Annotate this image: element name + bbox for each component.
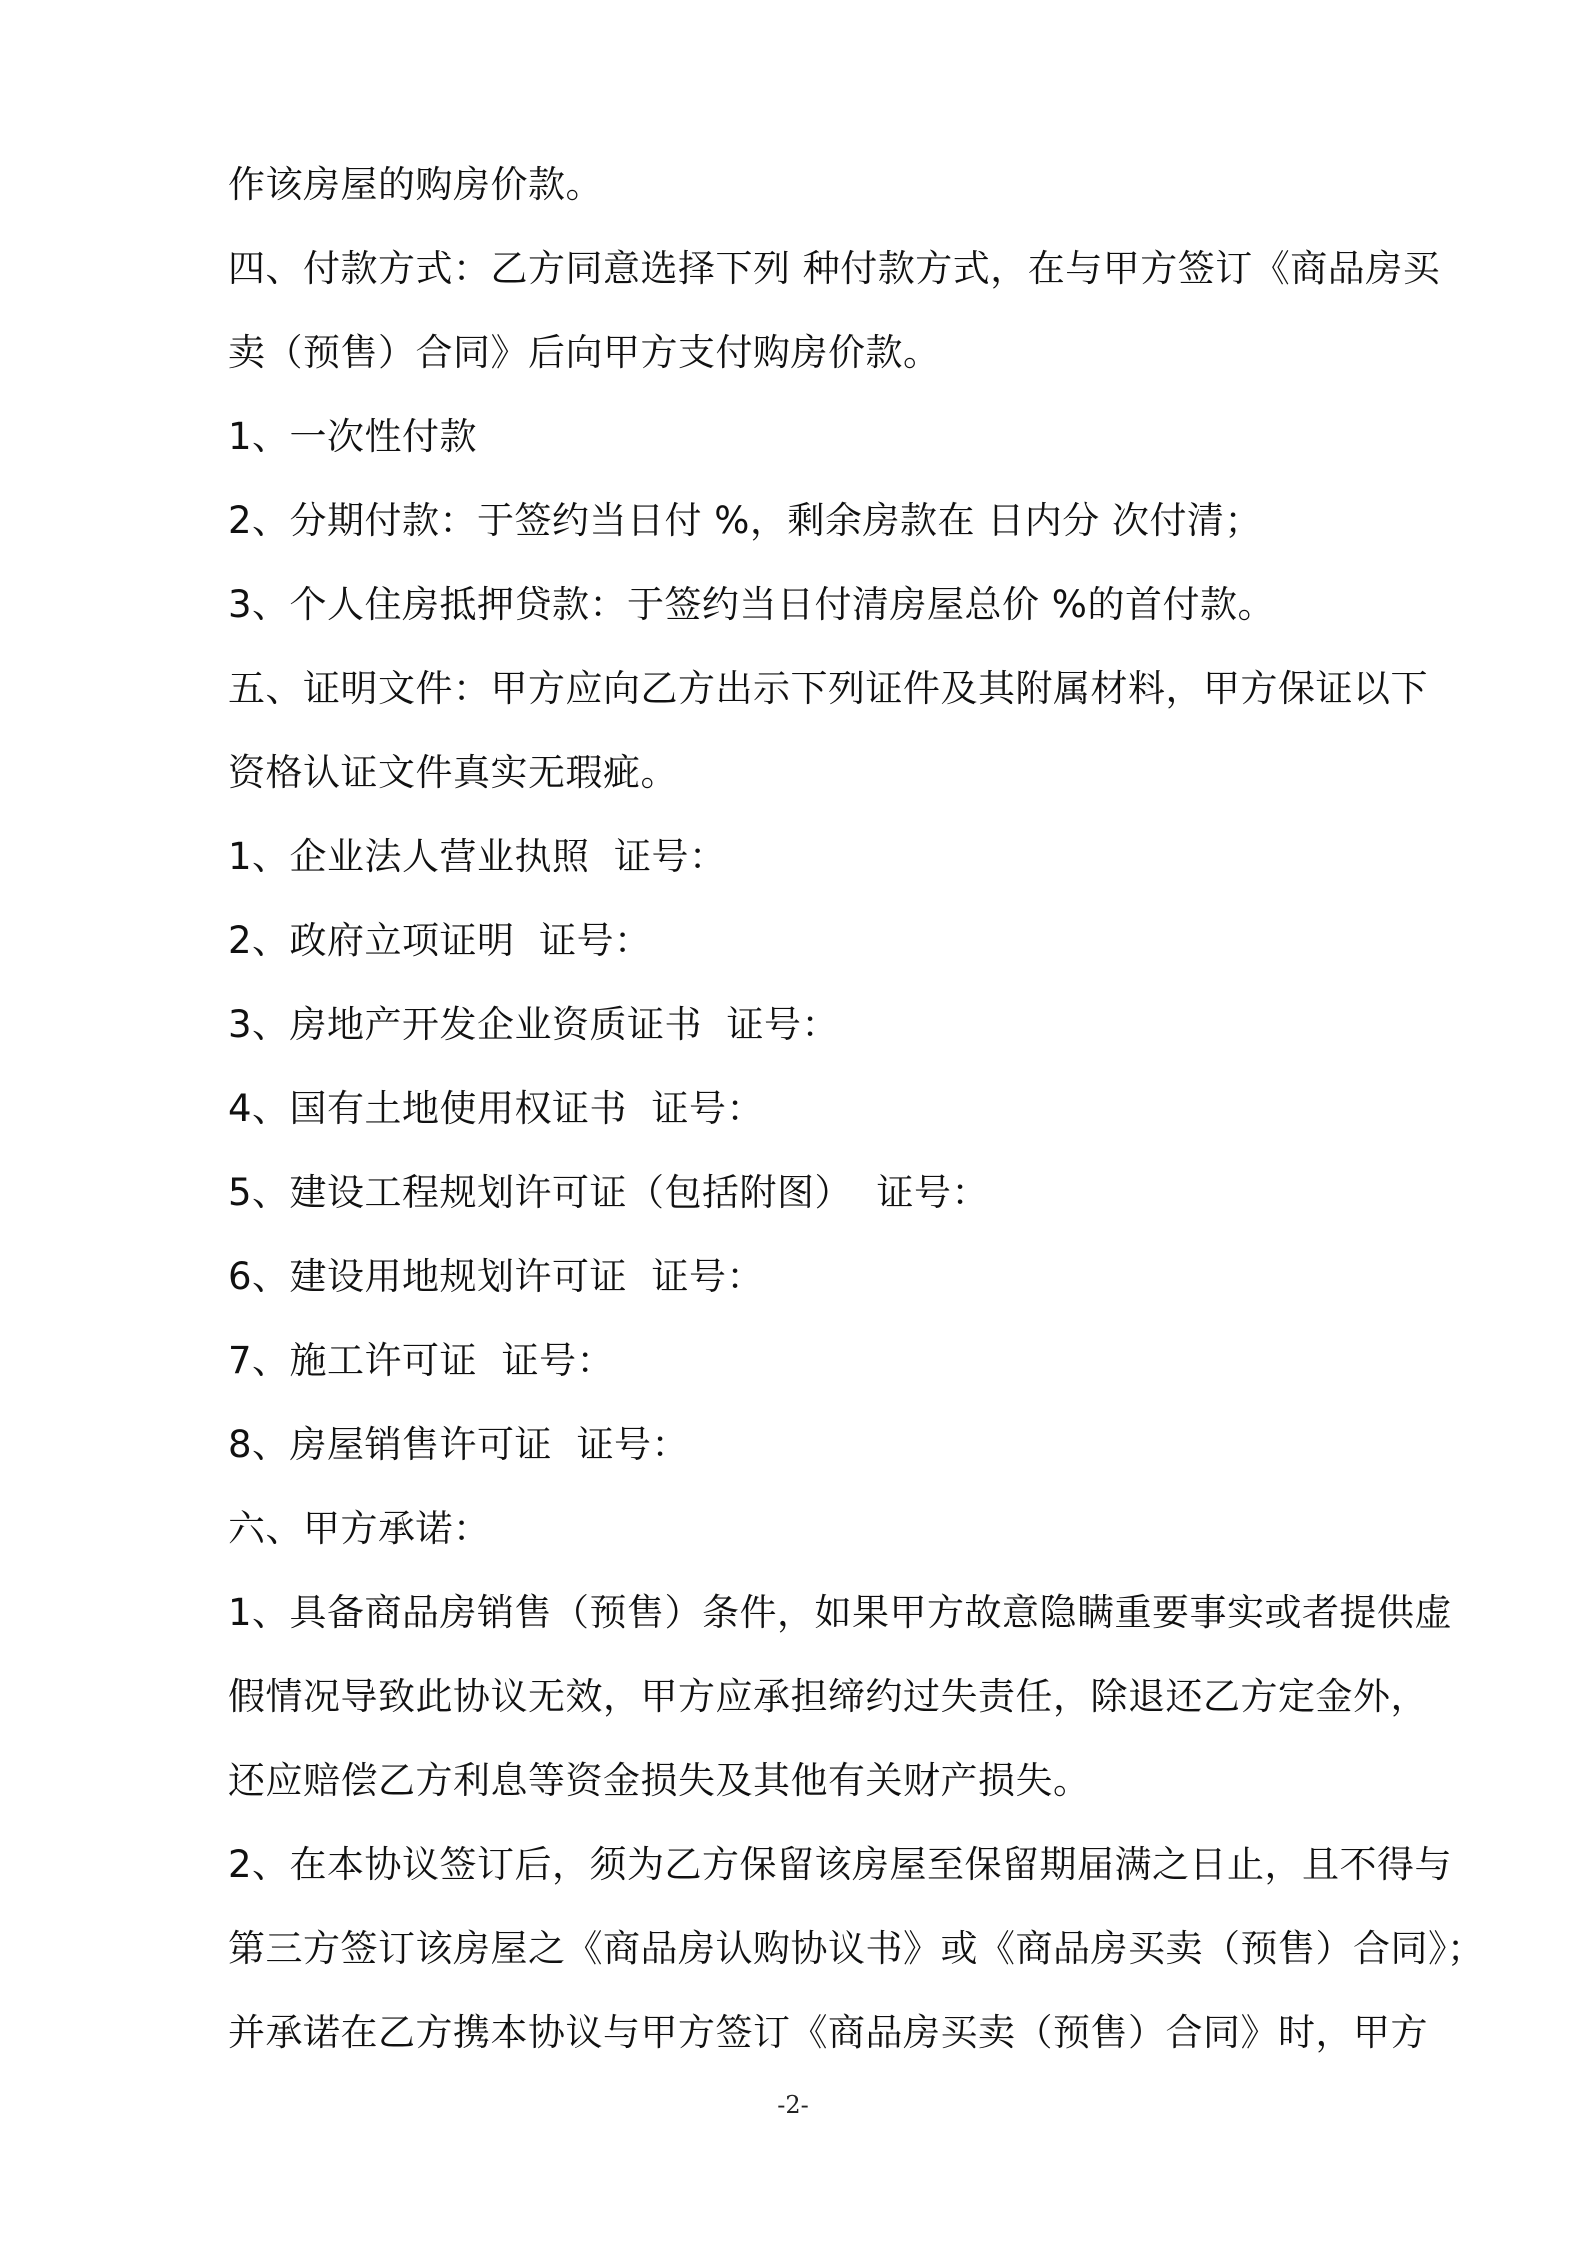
text-line: 6、建设用地规划许可证 证号： [228,1255,765,1298]
text-line: 1、企业法人营业执照 证号： [228,835,727,878]
text-line: 五、证明文件：甲方应向乙方出示下列证件及其附属材料，甲方保证以下 [228,667,1428,710]
text-line: 第三方签订该房屋之《商品房认购协议书》或《商品房买卖（预售）合同》； [228,1927,1485,1970]
text-line: 四、付款方式：乙方同意选择下列 种付款方式，在与甲方签订《商品房买 [228,247,1441,290]
text-line: 1、一次性付款 [228,415,478,458]
text-line: 资格认证文件真实无瑕疵。 [228,751,678,794]
text-line: 3、个人住房抵押贷款：于签约当日付清房屋总价 %的首付款。 [228,583,1275,626]
text-line: 卖（预售）合同》后向甲方支付购房价款。 [228,331,941,374]
text-line: 8、房屋销售许可证 证号： [228,1423,690,1466]
text-line: 7、施工许可证 证号： [228,1339,615,1382]
page-number: -2- [777,2091,809,2119]
text-line: 还应赔偿乙方利息等资金损失及其他有关财产损失。 [228,1759,1091,1802]
text-line: 3、房地产开发企业资质证书 证号： [228,1003,840,1046]
text-line: 1、具备商品房销售（预售）条件，如果甲方故意隐瞒重要事实或者提供虚 [228,1591,1453,1634]
text-line: 4、国有土地使用权证书 证号： [228,1087,765,1130]
text-line: 作该房屋的购房价款。 [228,163,603,206]
text-line: 六、甲方承诺： [228,1507,491,1550]
text-line: 并承诺在乙方携本协议与甲方签订《商品房买卖（预售）合同》时，甲方 [228,2011,1428,2054]
text-line: 假情况导致此协议无效，甲方应承担缔约过失责任，除退还乙方定金外， [228,1675,1428,1718]
text-line: 5、建设工程规划许可证（包括附图） 证号： [228,1171,990,1214]
text-line: 2、分期付款：于签约当日付 %，剩余房款在 日内分 次付清； [228,499,1262,542]
text-line: 2、政府立项证明 证号： [228,919,652,962]
text-line: 2、在本协议签订后，须为乙方保留该房屋至保留期届满之日止，且不得与 [228,1843,1453,1886]
